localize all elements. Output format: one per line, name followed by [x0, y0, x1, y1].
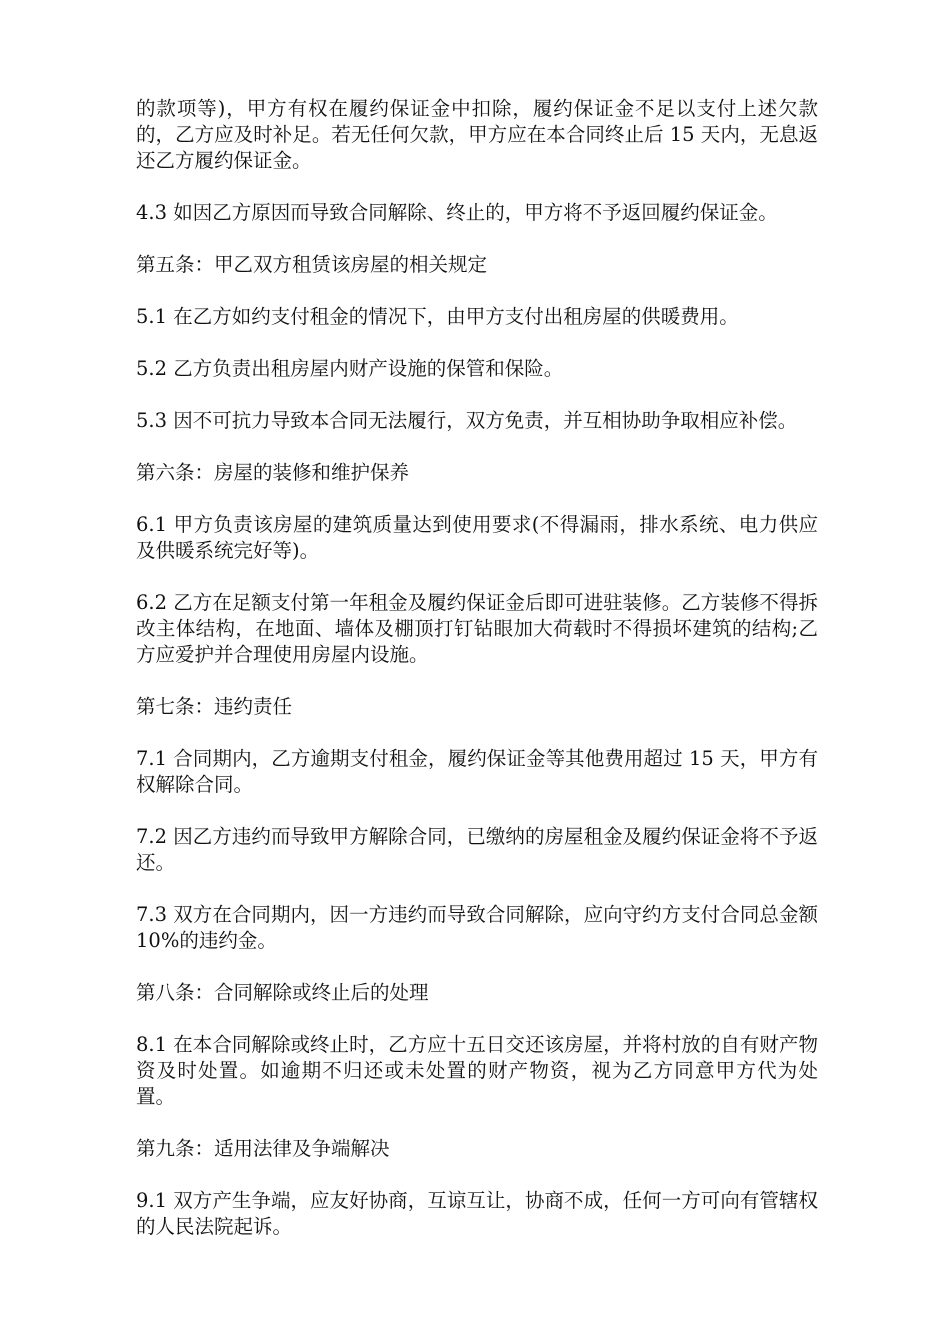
clause-7-2: 7.2 因乙方违约而导致甲方解除合同，已缴纳的房屋租金及履约保证金将不予返还。 [136, 825, 818, 874]
clause-9-1: 9.1 双方产生争端，应友好协商，互谅互让，协商不成，任何一方可向有管辖权的人民法院起诉。 [136, 1189, 818, 1238]
document-body [136, 96, 818, 1266]
clause-7-3: 7.3 双方在合同期内，因一方违约而导致合同解除，应向守约方支付合同总金额 10%的违约金。 [136, 903, 818, 952]
clause-4-3: 4.3 如因乙方原因而导致合同解除、终止的，甲方将不予返回履约保证金。 [136, 201, 778, 224]
article-5-heading: 第五条：甲乙双方租赁该房屋的相关规定 [136, 253, 488, 276]
article-8-heading: 第八条：合同解除或终止后的处理 [136, 981, 429, 1004]
clause-6-2: 6.2 乙方在足额支付第一年租金及履约保证金后即可进驻装修。乙方装修不得拆改主体结构，在地面、墙体及棚顶打钉钻眼加大荷载时不得损坏建筑的结构;乙方应爱护并合理使用房屋内设施。 [136, 591, 818, 666]
clause-5-1: 5.1 在乙方如约支付租金的情况下，由甲方支付出租房屋的供暖费用。 [136, 305, 739, 328]
article-7-heading: 第七条：违约责任 [136, 695, 293, 718]
clause-7-1: 7.1 合同期内，乙方逾期支付租金，履约保证金等其他费用超过 15 天，甲方有权解除合同。 [136, 747, 818, 796]
article-9-heading: 第九条：适用法律及争端解决 [136, 1137, 390, 1160]
paragraph-deposit-deduction: 的款项等)，甲方有权在履约保证金中扣除，履约保证金不足以支付上述欠款的，乙方应及时补足。若无任何欠款，甲方应在本合同终止后 15 天内，无息返还乙方履约保证金。 [136, 97, 818, 172]
article-6-heading: 第六条：房屋的装修和维护保养 [136, 461, 410, 484]
clause-6-1: 6.1 甲方负责该房屋的建筑质量达到使用要求(不得漏雨，排水系统、电力供应及供暖系统完好等)。 [136, 513, 818, 562]
clause-8-1: 8.1 在本合同解除或终止时，乙方应十五日交还该房屋，并将村放的自有财产物资及时处置。如逾期不归还或未处置的财产物资，视为乙方同意甲方代为处置。 [136, 1033, 818, 1108]
clause-5-2: 5.2 乙方负责出租房屋内财产设施的保管和保险。 [136, 357, 564, 380]
clause-5-3: 5.3 因不可抗力导致本合同无法履行，双方免责，并互相协助争取相应补偿。 [136, 409, 798, 432]
